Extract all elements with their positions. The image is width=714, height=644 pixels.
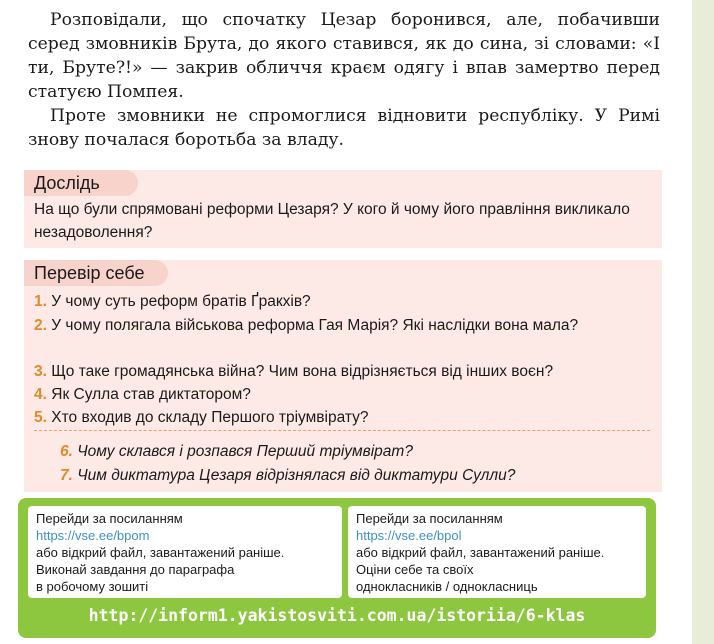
link-card-left (28, 506, 342, 598)
research-title: Дослідь (24, 170, 138, 196)
question-item (34, 383, 654, 406)
question-number: 3. (34, 363, 47, 380)
extra-question-item (60, 464, 680, 487)
dashed-divider (34, 430, 650, 431)
link-url[interactable]: https://vse.ee/bpol (356, 528, 462, 543)
question-text: Що таке громадянська війна? Чим вона відрізняється від інших воєн? (51, 363, 554, 380)
link-card-right (348, 506, 646, 598)
question-number: 4. (34, 386, 47, 403)
question-text: Чому склався і розпався Перший тріумвірат? (77, 443, 413, 460)
extra-question-item (60, 440, 680, 463)
links-panel (18, 498, 656, 638)
research-box (24, 170, 662, 248)
link-intro: Перейди за посиланням (356, 511, 503, 526)
question-number: 1. (34, 293, 47, 310)
question-item (34, 406, 654, 429)
body-text (28, 8, 660, 152)
paragraph: Розповідали, що спочатку Цезар боронився, але, побачивши серед змовників Брута, до якого ставився, як до сина, зі словами: «І ти, Бруте?!» — закрив обличчя краєм одягу і впав замертво перед статуєю Помпея. (28, 10, 660, 102)
question-item (34, 290, 654, 313)
question-number: 6. (60, 443, 73, 460)
question-text: Як Сулла став диктатором? (51, 386, 251, 403)
check-title: Перевір себе (24, 260, 168, 286)
page-sidebar (692, 0, 714, 644)
check-box (24, 260, 662, 492)
question-number: 2. (34, 317, 47, 334)
link-line: або відкрий файл, завантажений раніше. (36, 545, 285, 560)
question-item (34, 360, 654, 383)
research-text: На що були спрямовані реформи Цезаря? У кого й чому його правління викликало незадоволення? (34, 201, 630, 241)
link-line: Оціни себе та своїх (356, 562, 474, 577)
question-text: У чому полягала військова реформа Гая Марія? Які наслідки вона мала? (51, 317, 579, 334)
question-text: Чим диктатура Цезаря відрізнялася від диктатури Сулли? (77, 467, 516, 484)
link-line: в робочому зошиті (36, 579, 149, 594)
question-text: У чому суть реформ братів Ґракхів? (51, 293, 311, 310)
link-line: Виконай завдання до параграфа (36, 562, 235, 577)
link-intro: Перейди за посиланням (36, 511, 183, 526)
footer-url[interactable]: http://inform1.yakistosviti.com.ua/istoriia/6-klas (88, 606, 586, 625)
question-text: Хто входив до складу Першого тріумвірату? (51, 409, 369, 426)
question-number: 5. (34, 409, 47, 426)
link-line: однокласників / однокласниць (356, 579, 538, 594)
question-item (34, 314, 654, 337)
paragraph: Проте змовники не спромоглися відновити республіку. У Римі знову почалася боротьба за владу. (28, 106, 660, 150)
link-line: або відкрий файл, завантажений раніше. (356, 545, 605, 560)
link-url[interactable]: https://vse.ee/bpom (36, 528, 150, 543)
question-number: 7. (60, 467, 73, 484)
